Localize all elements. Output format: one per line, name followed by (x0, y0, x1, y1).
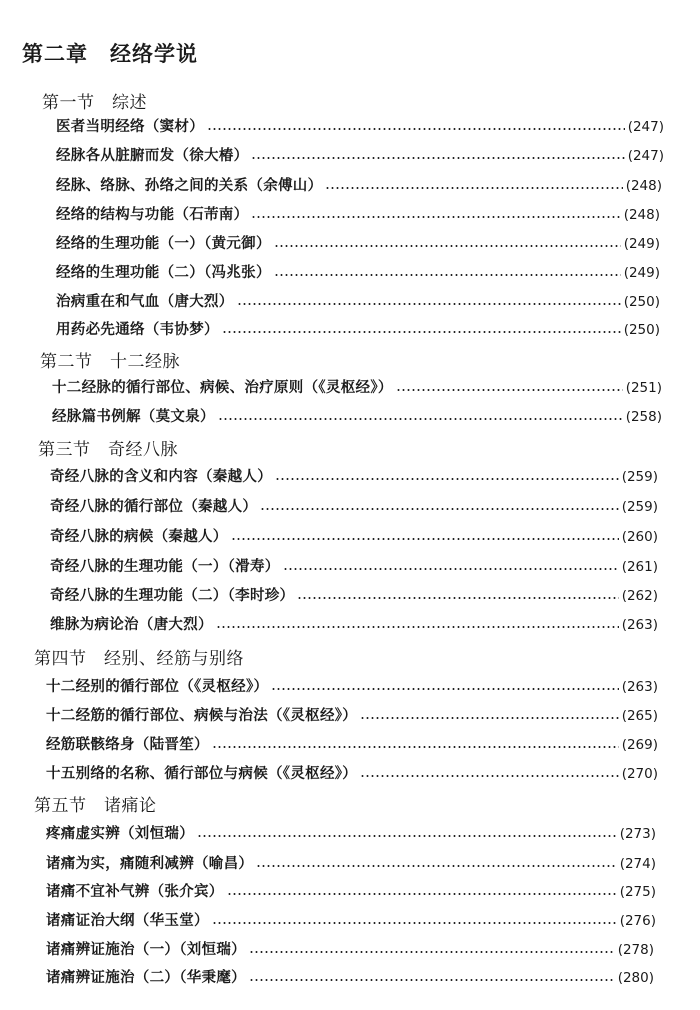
entry-title: 诸痛不宜补气辨（张介宾） (46, 884, 224, 900)
toc-entry (52, 406, 662, 428)
toc-entry (50, 526, 658, 548)
toc-entry (50, 614, 658, 636)
entry-page-number: (259) (621, 499, 658, 515)
dot-leader (275, 478, 619, 480)
dot-leader (297, 597, 618, 599)
entry-page-number: (247) (627, 148, 664, 164)
toc-entry (50, 496, 658, 518)
entry-page-number: (247) (627, 119, 664, 135)
dot-leader (396, 389, 623, 391)
dot-leader (237, 303, 621, 305)
toc-entry (46, 676, 658, 698)
toc-entry (46, 910, 656, 932)
entry-page-number: (262) (621, 588, 658, 604)
dot-leader (197, 835, 617, 837)
dot-leader (207, 128, 625, 130)
toc-entry (56, 116, 664, 138)
dot-leader (256, 865, 616, 867)
entry-title: 医者当明经络（窦材） (56, 119, 204, 135)
dot-leader (231, 538, 619, 540)
toc-entry (56, 319, 660, 341)
entry-page-number: (258) (625, 409, 662, 425)
toc-entry (46, 939, 654, 961)
entry-title: 用药必先通络（韦协梦） (56, 322, 219, 338)
entry-title: 经脉、络脉、孙络之间的关系（余傅山） (56, 178, 323, 194)
entry-title: 诸痛辨证施治（一）（刘恒瑞） (46, 942, 246, 958)
entry-page-number: (278) (617, 942, 654, 958)
entry-page-number: (249) (623, 265, 660, 281)
toc-entry (46, 734, 658, 756)
dot-leader (212, 746, 619, 748)
dot-leader (218, 418, 623, 420)
toc-entry (56, 291, 660, 313)
entry-page-number: (270) (621, 766, 658, 782)
entry-page-number: (265) (621, 708, 658, 724)
entry-page-number: (260) (621, 529, 658, 545)
entry-page-number: (280) (617, 970, 654, 986)
entry-page-number: (251) (625, 380, 662, 396)
dot-leader (283, 568, 619, 570)
entry-page-number: (269) (621, 737, 658, 753)
toc-entry (46, 763, 658, 785)
dot-leader (325, 187, 622, 189)
entry-page-number: (259) (621, 469, 658, 485)
toc-entry (46, 823, 656, 845)
entry-page-number: (263) (621, 617, 658, 633)
entry-title: 经脉篇书例解（莫文泉） (52, 409, 215, 425)
section-heading: 第三节 奇经八脉 (38, 440, 178, 460)
entry-title: 诸痛为实，痛随利减辨（喻昌） (46, 856, 254, 872)
dot-leader (274, 245, 621, 247)
dot-leader (274, 274, 621, 276)
section-heading: 第四节 经别、经筋与别络 (34, 649, 244, 669)
toc-entry (50, 585, 658, 607)
toc-entry (56, 145, 664, 167)
entry-page-number: (276) (619, 913, 656, 929)
toc-entry (50, 466, 658, 488)
entry-title: 十二经脉的循行部位、病候、治疗原则（《灵枢经》） (52, 380, 393, 396)
entry-title: 十二经筋的循行部位、病候与治法（《灵枢经》） (46, 708, 358, 724)
toc-entry (56, 233, 660, 255)
dot-leader (222, 331, 621, 333)
entry-page-number: (249) (623, 236, 660, 252)
entry-title: 维脉为病论治（唐大烈） (50, 617, 213, 633)
toc-entry (56, 175, 662, 197)
entry-title: 经络的结构与功能（石芾南） (56, 207, 249, 223)
entry-page-number: (263) (621, 679, 658, 695)
section-heading: 第二节 十二经脉 (40, 352, 180, 372)
entry-title: 奇经八脉的循行部位（秦越人） (50, 499, 258, 515)
entry-title: 经络的生理功能（二）（冯兆张） (56, 265, 271, 281)
toc-entry (46, 881, 656, 903)
entry-page-number: (250) (623, 294, 660, 310)
section-heading: 第五节 诸痛论 (34, 796, 157, 816)
dot-leader (251, 157, 624, 159)
dot-leader (249, 979, 615, 981)
entry-title: 经脉各从脏腑而发（徐大椿） (56, 148, 249, 164)
dot-leader (251, 216, 620, 218)
entry-title: 治病重在和气血（唐大烈） (56, 294, 234, 310)
toc-entry (46, 853, 656, 875)
entry-title: 奇经八脉的病候（秦越人） (50, 529, 228, 545)
entry-title: 经络的生理功能（一）（黄元御） (56, 236, 271, 252)
entry-page-number: (274) (619, 856, 656, 872)
entry-title: 奇经八脉的含义和内容（秦越人） (50, 469, 272, 485)
toc-entry (52, 377, 662, 399)
dot-leader (249, 951, 615, 953)
entry-title: 十五别络的名称、循行部位与病候（《灵枢经》） (46, 766, 358, 782)
entry-title: 奇经八脉的生理功能（一）（滑寿） (50, 559, 280, 575)
entry-title: 十二经别的循行部位（《灵枢经》） (46, 679, 269, 695)
dot-leader (260, 508, 618, 510)
section-heading: 第一节 综述 (42, 93, 147, 113)
entry-title: 诸痛辨证施治（二）（华秉麾） (46, 970, 246, 986)
entry-title: 诸痛证治大纲（华玉堂） (46, 913, 209, 929)
dot-leader (216, 626, 619, 628)
toc-entry (56, 204, 660, 226)
dot-leader (360, 775, 619, 777)
toc-entry (46, 967, 654, 989)
dot-leader (360, 717, 619, 719)
toc-entry (56, 262, 660, 284)
entry-page-number: (250) (623, 322, 660, 338)
entry-title: 奇经八脉的生理功能（二）（李时珍） (50, 588, 295, 604)
entry-title: 经筋联骸络身（陆晋笙） (46, 737, 209, 753)
chapter-title: 第二章 经络学说 (22, 42, 198, 66)
toc-entry (50, 556, 658, 578)
entry-page-number: (275) (619, 884, 656, 900)
dot-leader (227, 893, 617, 895)
entry-page-number: (273) (619, 826, 656, 842)
entry-page-number: (261) (621, 559, 658, 575)
entry-title: 疼痛虚实辨（刘恒瑞） (46, 826, 194, 842)
dot-leader (212, 922, 617, 924)
entry-page-number: (248) (623, 207, 660, 223)
entry-page-number: (248) (625, 178, 662, 194)
toc-entry (46, 705, 658, 727)
dot-leader (271, 688, 618, 690)
